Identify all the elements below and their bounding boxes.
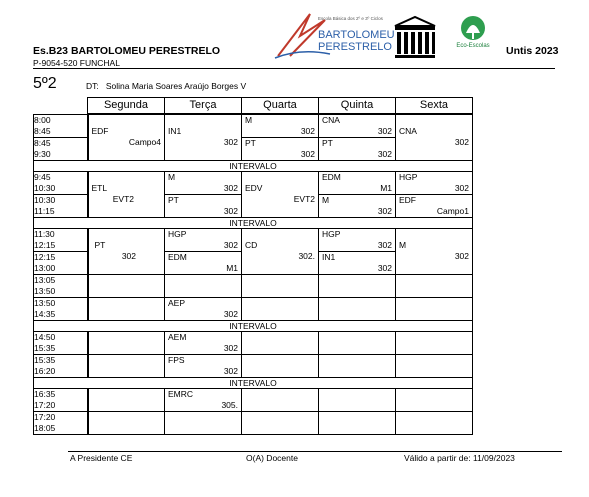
dt-label: DT:: [86, 81, 99, 91]
lesson-cell: EMRC 305.: [165, 389, 242, 412]
school-logo: [270, 6, 395, 62]
footer-divider: [68, 451, 562, 452]
day-header-sexta: Sexta: [396, 98, 473, 115]
lesson-cell: [396, 355, 473, 378]
unesco-logo: [392, 14, 438, 62]
class-director: [86, 81, 246, 91]
lesson-cell: [319, 355, 396, 378]
lesson-cell: [319, 332, 396, 355]
lesson-cell: [319, 412, 396, 435]
eco-escolas-label: Eco-Escolas: [456, 43, 490, 49]
lesson-cell: HGP 302: [165, 229, 242, 252]
lesson-cell: [88, 412, 165, 435]
lesson-cell: [165, 138, 242, 161]
lesson-cell: [242, 389, 319, 412]
time-slot: 8:00 8:45: [34, 114, 88, 138]
lesson-cell: PT 302: [319, 138, 396, 161]
lesson-cell: [88, 389, 165, 412]
logo-line1: BARTOLOMEU: [318, 29, 395, 41]
corner-cell: [34, 98, 88, 115]
interval-row: INTERVALO: [34, 378, 473, 389]
lesson-cell: FPS 302: [165, 355, 242, 378]
class-name: 5º2: [33, 75, 57, 92]
time-slot: 15:35 16:20: [34, 355, 88, 378]
eco-escolas-logo: [452, 13, 494, 59]
header-divider: [33, 68, 555, 69]
software-version: Untis 2023: [506, 45, 559, 57]
dt-name: Solina Maria Soares Araújo Borges V: [105, 81, 247, 91]
lesson-cell: [242, 355, 319, 378]
interval-row: INTERVALO: [34, 161, 473, 172]
day-header-segunda: Segunda: [88, 98, 165, 115]
time-slot: 9:45 10:30: [34, 172, 88, 195]
lesson-cell: [88, 275, 165, 298]
lesson-cell: [319, 298, 396, 321]
lesson-cell: [165, 412, 242, 435]
time-slot: 14:50 15:35: [34, 332, 88, 355]
time-slot: 11:30 12:15: [34, 229, 88, 252]
lesson-cell: EDV EVT2: [242, 172, 319, 218]
lesson-cell: IN1 302: [165, 114, 242, 138]
lesson-cell: [88, 355, 165, 378]
day-header-quarta: Quarta: [242, 98, 319, 115]
lesson-cell: PT 302: [165, 195, 242, 218]
lesson-cell: M 302: [396, 229, 473, 275]
timetable: [33, 97, 473, 435]
lesson-cell: IN1 302: [319, 252, 396, 275]
lesson-cell: [396, 389, 473, 412]
time-slot: 10:30 11:15: [34, 195, 88, 218]
interval-row: INTERVALO: [34, 218, 473, 229]
valid-from: Válido a partir de: 11/09/2023: [404, 453, 515, 463]
lesson-cell: [242, 332, 319, 355]
lesson-cell: [242, 275, 319, 298]
lesson-cell: [88, 332, 165, 355]
interval-row: INTERVALO: [34, 321, 473, 332]
time-slot: 13:05 13:50: [34, 275, 88, 298]
day-header-terca: Terça: [165, 98, 242, 115]
lesson-cell: CNA 302: [319, 114, 396, 138]
day-header-quinta: Quinta: [319, 98, 396, 115]
lesson-cell: [165, 275, 242, 298]
lesson-cell: AEP 302: [165, 298, 242, 321]
school-name: Es.B23 BARTOLOMEU PERESTRELO: [33, 45, 221, 57]
lesson-cell: CNA 302: [396, 114, 473, 161]
lesson-cell: PT 302: [88, 229, 165, 275]
lesson-cell: [396, 298, 473, 321]
lesson-cell: M 302: [242, 114, 319, 138]
lesson-cell: [88, 298, 165, 321]
lesson-cell: [319, 389, 396, 412]
lesson-cell: PT 302: [242, 138, 319, 161]
lesson-cell: CD 302.: [242, 229, 319, 275]
logo-small-text: Escola Básica dos 2º e 3º Ciclos: [318, 16, 383, 21]
lesson-cell: HGP 302: [319, 229, 396, 252]
lesson-cell: AEM 302: [165, 332, 242, 355]
lesson-cell: ETL EVT2: [88, 172, 165, 218]
teacher-signature: O(A) Docente: [246, 453, 298, 463]
time-slot: 16:35 17:20: [34, 389, 88, 412]
lesson-cell: EDM M1: [319, 172, 396, 195]
time-slot: 12:15 13:00: [34, 252, 88, 275]
time-slot: 17:20 18:05: [34, 412, 88, 435]
lesson-cell: EDM M1: [165, 252, 242, 275]
lesson-cell: [242, 412, 319, 435]
lesson-cell: HGP 302: [396, 172, 473, 195]
lesson-cell: [242, 298, 319, 321]
lesson-cell: EDF Campo1: [396, 195, 473, 218]
lesson-cell: [319, 275, 396, 298]
lesson-cell: [396, 275, 473, 298]
logo-line2: PERESTRELO: [318, 41, 392, 53]
lesson-cell: [396, 412, 473, 435]
lesson-cell: M 302: [165, 172, 242, 195]
time-slot: 13:50 14:35: [34, 298, 88, 321]
time-slot: 8:45 9:30: [34, 138, 88, 161]
lesson-cell: M 302: [319, 195, 396, 218]
president-signature: A Presidente CE: [70, 453, 133, 463]
school-address: P-9054-520 FUNCHAL: [33, 58, 120, 68]
lesson-cell: EDF Campo4: [88, 114, 165, 161]
lesson-cell: [396, 332, 473, 355]
